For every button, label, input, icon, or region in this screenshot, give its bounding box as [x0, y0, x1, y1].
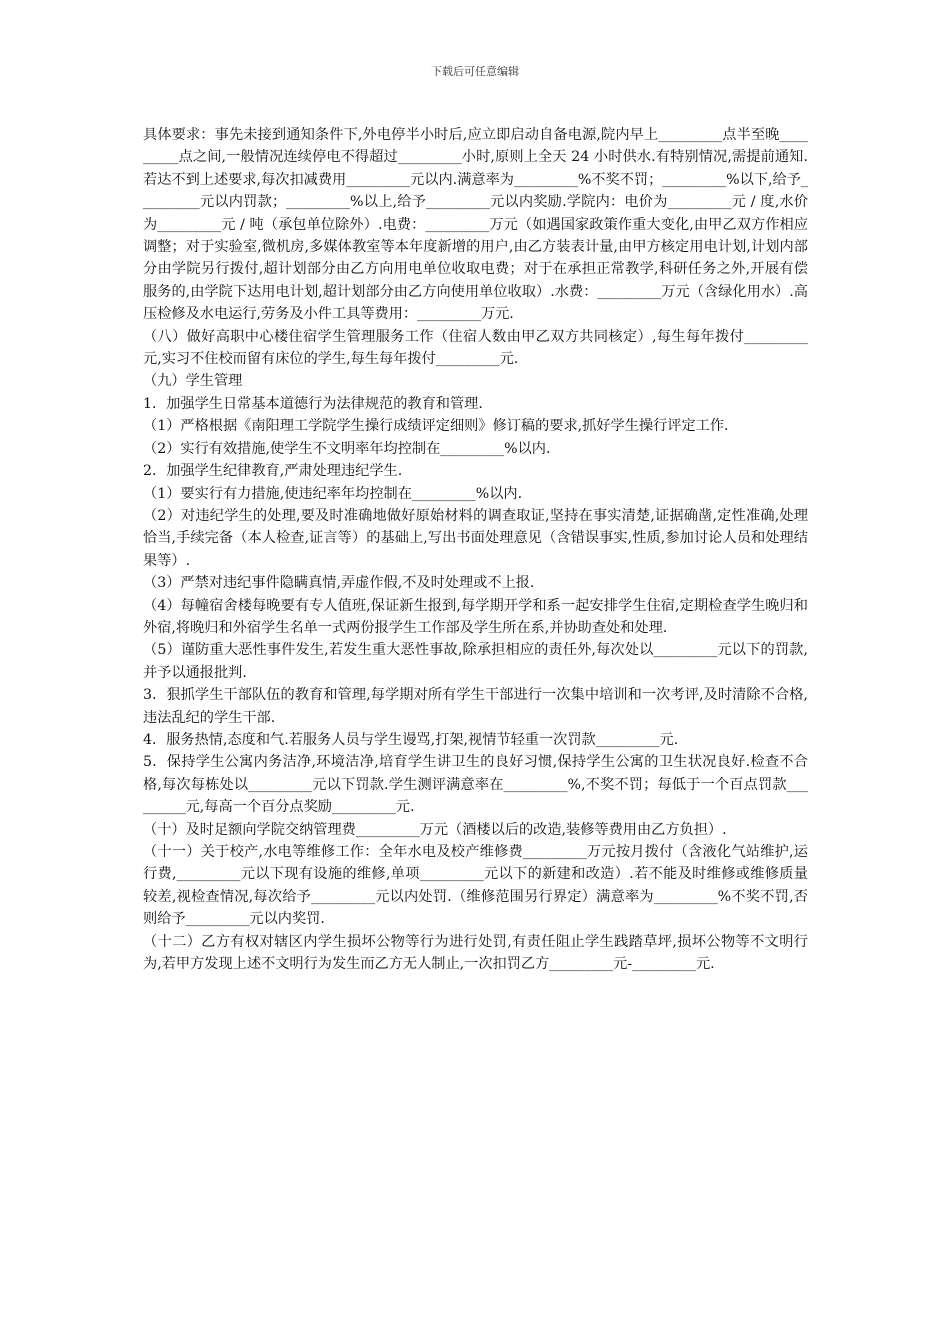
paragraph-item-1-2: （2）实行有效措施,使学生不文明率年均控制在_________%以内. — [143, 440, 551, 457]
paragraph-item-1: 1．加强学生日常基本道德行为法律规范的教育和管理. — [143, 395, 483, 412]
paragraph-item-2-1: （1）要实行有力措施,使违纪率年均控制在_________%以内. — [143, 485, 523, 502]
paragraph-item-2-5: （5）谨防重大恶性事件发生,若发生重大恶性事故,除承担相应的责任外,每次处以_________元以下的罚款,并予以通报批判. — [143, 642, 808, 681]
paragraph-item-4: 4．服务热情,态度和气.若服务人员与学生谩骂,打架,视情节轻重一次罚款_________元. — [143, 731, 679, 748]
paragraph-section-11: （十一）关于校产,水电等维修工作：全年水电及校产维修费_________万元按月拨付（含液化气站维护,运行费,_________元以下现有设施的维修,单项_________元以下的新建和改造）.若不能及时维修或维修质量较差,视检查情况,每次给予_________元以内处罚.（维修范围另行界定）满意率为_________%不奖不罚,否则给予_________元以内奖罚. — [143, 844, 808, 928]
paragraph-section-10: （十）及时足额向学院交纳管理费_________万元（酒楼以后的改造,装修等费用由乙方负担）. — [143, 821, 727, 838]
paragraph-item-2-2: （2）对违纪学生的处理,要及时准确地做好原始材料的调查取证,坚持在事实清楚,证据确凿,定性准确,处理恰当,手续完备（本人检查,证言等）的基础上,写出书面处理意见（含错误事实,性质,参加讨论人员和处理结果等）. — [143, 507, 808, 569]
document-body — [143, 124, 808, 975]
paragraph-item-2: 2．加强学生纪律教育,严肃处理违纪学生. — [143, 463, 403, 480]
paragraph-item-3: 3．狠抓学生干部队伍的教育和管理,每学期对所有学生干部进行一次集中培训和一次考评,及时清除不合格,违法乱纪的学生干部. — [143, 687, 808, 726]
paragraph-requirements: 具体要求：事先未接到通知条件下,外电停半小时后,应立即启动自备电源,院内早上_________点半至晚_________点之间,一般情况连续停电不得超过_________小时,原则上全天 24 小时供水.有特别情况,需提前通知.若达不到上述要求,每次扣减费用_________元以内.满意率为_________%不奖不罚；_________%以下,给予_________元以内罚款；_________%以上,给予_________元以内奖励.学院内：电价为_________元 / 度,水价为_________元 / 吨（承包单位除外）.电费：_________万元（如遇国家政策作重大变化,由甲乙双方作相应调整；对于实验室,微机房,多媒体教室等本年度新增的用户,由乙方装表计量,由甲方核定用电计划,计划内部分由学院另行拨付,超计划部分由乙方向用电单位收取电费；对于在承担正常教学,科研任务之外,开展有偿服务的,由学院下达用电计划,超计划部分由乙方向使用单位收取）.水费：_________万元（含绿化用水）.高压检修及水电运行,劳务及小件工具等费用：_________万元. — [143, 127, 808, 323]
paragraph-item-2-3: （3）严禁对违纪事件隐瞒真情,弄虚作假,不及时处理或不上报. — [143, 575, 535, 592]
page-header: 下载后可任意编辑 — [431, 65, 519, 78]
paragraph-item-2-4: （4）每幢宿舍楼每晚要有专人值班,保证新生报到,每学期开学和系一起安排学生住宿,定期检查学生晚归和外宿,将晚归和外宿学生名单一式两份报学生工作部及学生所在系,并协助查处和处理. — [143, 597, 808, 636]
paragraph-item-5: 5．保持学生公寓内务洁净,环境洁净,培育学生讲卫生的良好习惯,保持学生公寓的卫生状况良好.检查不合格,每次每栋处以_________元以下罚款.学生测评满意率在_________%,不奖不罚；每低于一个百点罚款_________元,每高一个百分点奖励_________元. — [143, 754, 808, 816]
paragraph-section-12: （十二）乙方有权对辖区内学生损坏公物等行为进行处罚,有责任阻止学生践踏草坪,损坏公物等不文明行为,若甲方发现上述不文明行为发生而乙方无人制止,一次扣罚乙方_________元-_________元. — [143, 933, 808, 973]
paragraph-section-9-heading: （九）学生管理 — [143, 373, 243, 390]
paragraph-item-1-1: （1）严格根据《南阳理工学院学生操行成绩评定细则》修订稿的要求,抓好学生操行评定工作. — [143, 418, 729, 435]
paragraph-section-8: （八）做好高职中心楼住宿学生管理服务工作（住宿人数由甲乙双方共同核定）,每生每年拨付_________元,实习不住校而留有床位的学生,每生每年拨付_________元. — [143, 328, 808, 368]
